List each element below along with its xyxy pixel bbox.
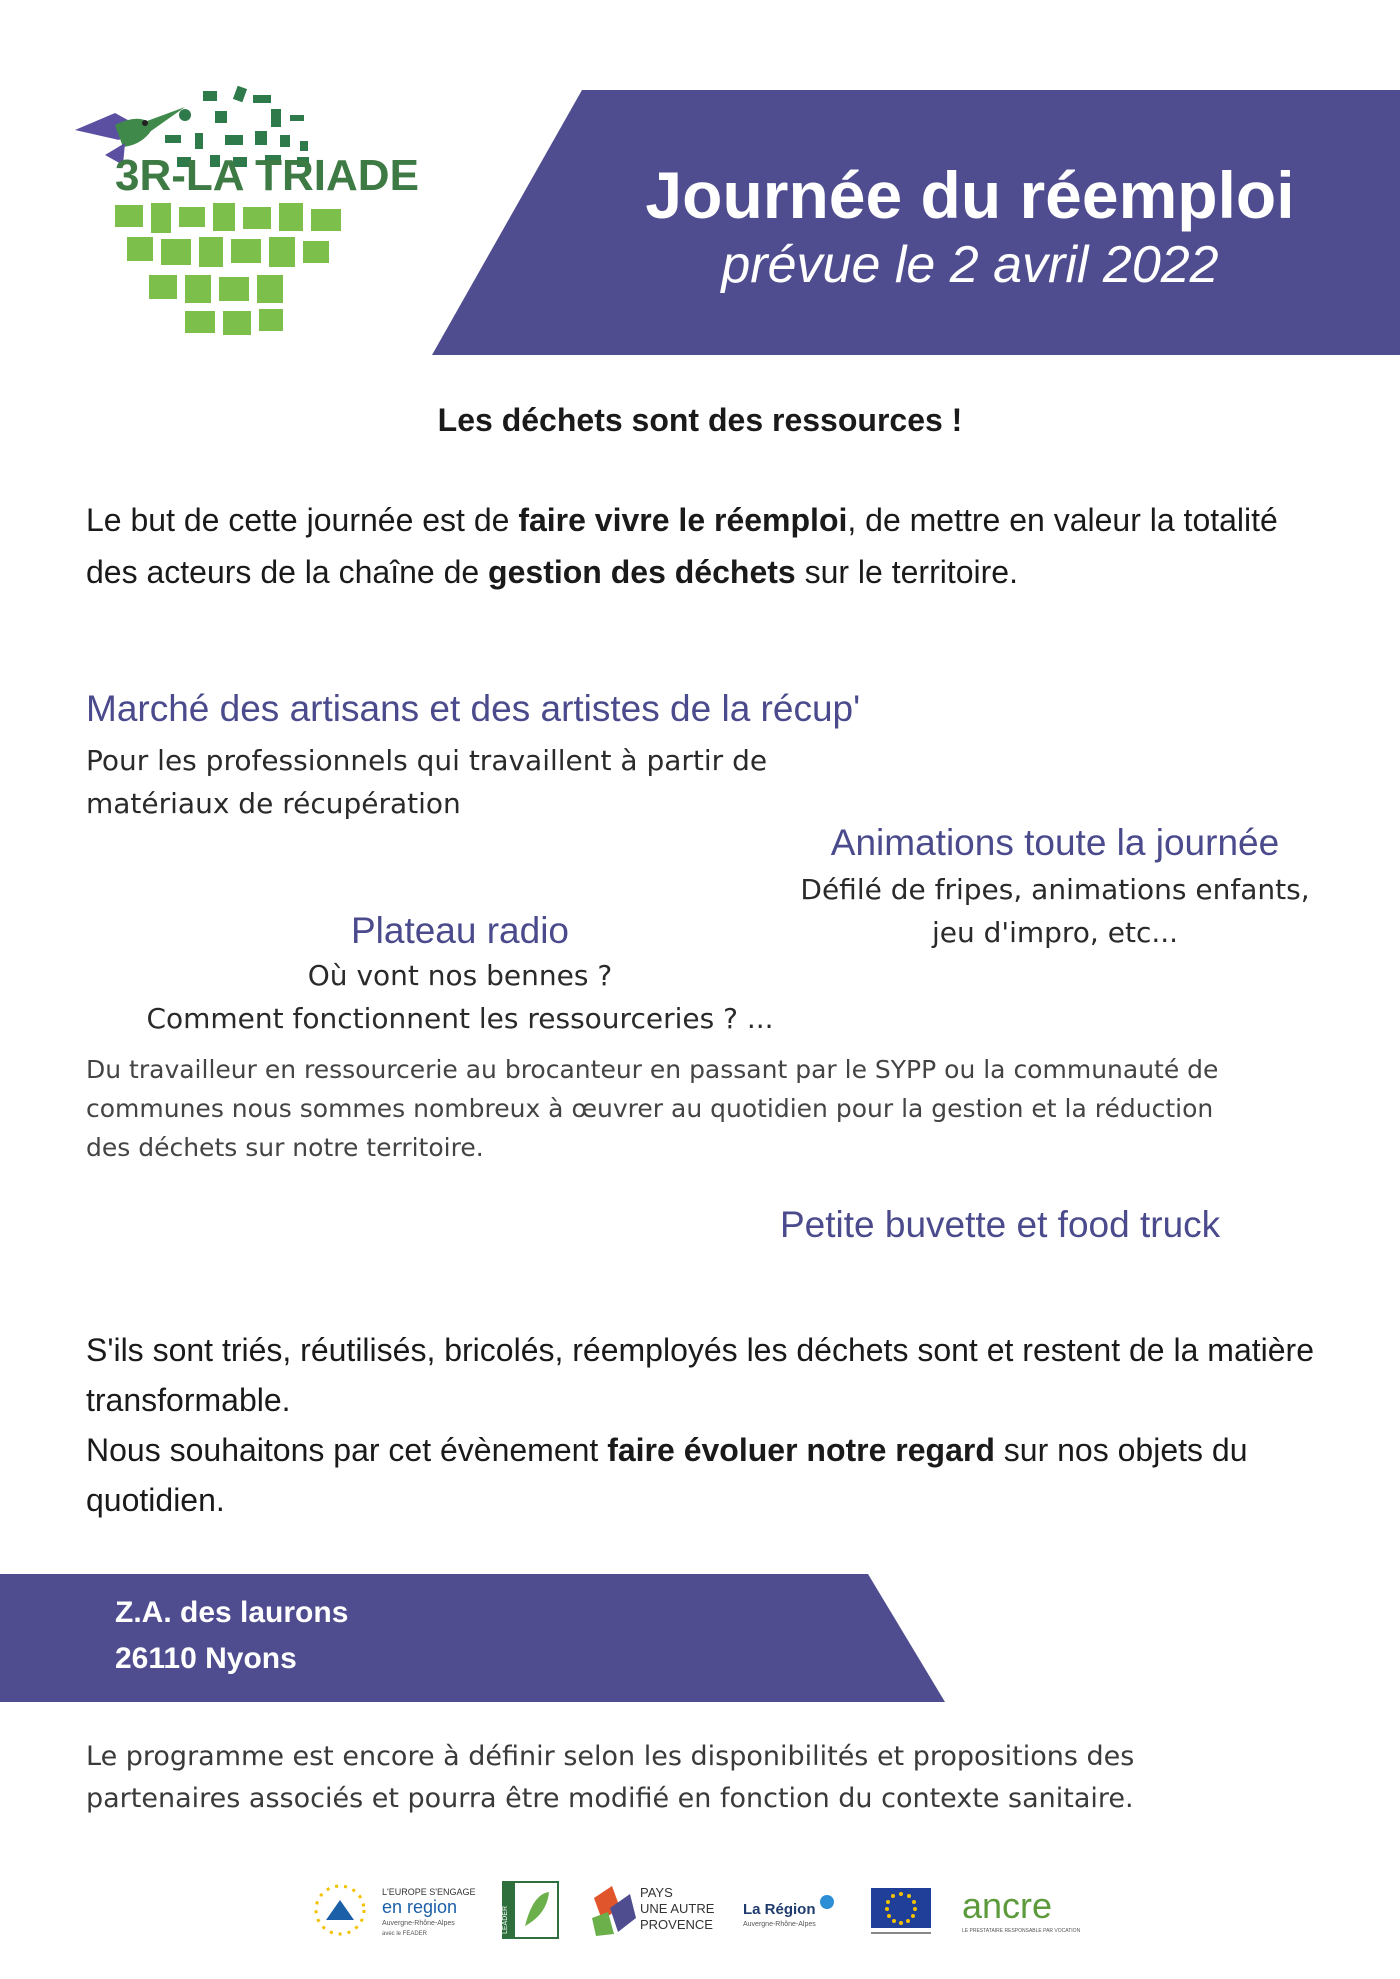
- address-line: 26110 Nyons: [115, 1642, 297, 1675]
- conclusion-text: Nous souhaitons par cet évènement: [86, 1432, 608, 1468]
- market-title: Marché des artisans et des artistes de la récup': [86, 688, 861, 729]
- svg-text:L'EUROPE S'ENGAGE: L'EUROPE S'ENGAGE: [382, 1887, 476, 1897]
- radio-line: Comment fonctionnent les ressourceries ? ...: [146, 1002, 774, 1035]
- program-note-line: Le programme est encore à définir selon les disponibilités et propositions des: [86, 1741, 1135, 1772]
- intro-text: sur le territoire.: [795, 554, 1018, 590]
- address-line: Z.A. des laurons: [115, 1596, 349, 1629]
- region-logo: [741, 1880, 841, 1940]
- pays-provence-logo: [584, 1880, 724, 1940]
- radio-description: [110, 954, 810, 1040]
- market-description: [86, 739, 846, 825]
- actors-paragraph: [86, 1050, 1286, 1167]
- buvette-title: Petite buvette et food truck: [780, 1204, 1221, 1245]
- conclusion-text-2: [86, 1425, 1326, 1525]
- svg-text:LEADER: LEADER: [502, 1905, 509, 1934]
- program-note: [86, 1736, 1326, 1820]
- radio-line: Où vont nos bennes ?: [307, 959, 613, 992]
- intro-emphasis: gestion des déchets: [488, 554, 796, 590]
- svg-text:Auvergne-Rhône-Alpes: Auvergne-Rhône-Alpes: [382, 1920, 455, 1927]
- svg-text:avec le FEADER: avec le FEADER: [382, 1931, 428, 1937]
- program-note-line: partenaires associés et pourra être modifié en fonction du contexte sanitaire.: [86, 1783, 1134, 1814]
- intro-emphasis: faire vivre le réemploi: [518, 502, 848, 538]
- intro-text: Le but de cette journée est de: [86, 502, 519, 538]
- europe-region-logo: [312, 1880, 477, 1940]
- event-title: Journée du réemploi: [645, 158, 1295, 232]
- animations-title: Animations toute la journée: [830, 822, 1280, 863]
- market-line: Pour les professionnels qui travaillent à partir de: [86, 744, 768, 777]
- svg-text:3R-LA TRIADE: 3R-LA TRIADE: [115, 151, 419, 200]
- animations-line: jeu d'impro, etc...: [931, 916, 1179, 949]
- event-date: prévue le 2 avril 2022: [721, 236, 1219, 294]
- intro-paragraph: [86, 494, 1326, 598]
- svg-text:La Région: La Région: [743, 1901, 816, 1918]
- svg-text:LE PRESTATAIRE RESPONSABLE PAR: LE PRESTATAIRE RESPONSABLE PAR VOCATION: [962, 1928, 1081, 1934]
- svg-text:Auvergne-Rhône-Alpes: Auvergne-Rhône-Alpes: [743, 1921, 816, 1928]
- animations-description: [760, 868, 1350, 954]
- radio-title: Plateau radio: [350, 910, 570, 951]
- triade-logo: [75, 85, 419, 355]
- tagline: Les déchets sont des ressources !: [437, 402, 963, 438]
- address: [115, 1590, 348, 1682]
- animations-line: Défilé de fripes, animations enfants,: [800, 873, 1310, 906]
- conclusion-text: S'ils sont triés, réutilisés, bricolés, réemployés les déchets sont et restent de la matière transformable.: [86, 1332, 1314, 1418]
- market-line: matériaux de récupération: [86, 787, 461, 820]
- leader-logo: [503, 1880, 558, 1940]
- svg-text:UNE AUTRE: UNE AUTRE: [640, 1901, 715, 1916]
- conclusion-text: sur nos objets du quotidien.: [86, 1432, 1248, 1518]
- actors-line: Du travailleur en ressourcerie au brocanteur en passant par le SYPP ou la communauté de: [86, 1055, 1219, 1084]
- eu-flag-icon: [869, 1880, 935, 1940]
- svg-text:PROVENCE: PROVENCE: [640, 1917, 713, 1932]
- conclusion-paragraph: [86, 1325, 1326, 1525]
- ancre-logo: [960, 1880, 1088, 1940]
- intro-text: , de mettre en valeur la totalité des acteurs de la chaîne de: [86, 502, 1278, 590]
- svg-text:ancre: ancre: [962, 1885, 1053, 1926]
- conclusion-emphasis: faire évoluer notre regard: [607, 1432, 995, 1468]
- svg-text:PAYS: PAYS: [640, 1885, 673, 1900]
- actors-line: communes nous sommes nombreux à œuvrer au quotidien pour la gestion et la réduction: [86, 1094, 1214, 1123]
- actors-line: des déchets sur notre territoire.: [86, 1133, 484, 1162]
- svg-text:en region: en region: [382, 1897, 458, 1917]
